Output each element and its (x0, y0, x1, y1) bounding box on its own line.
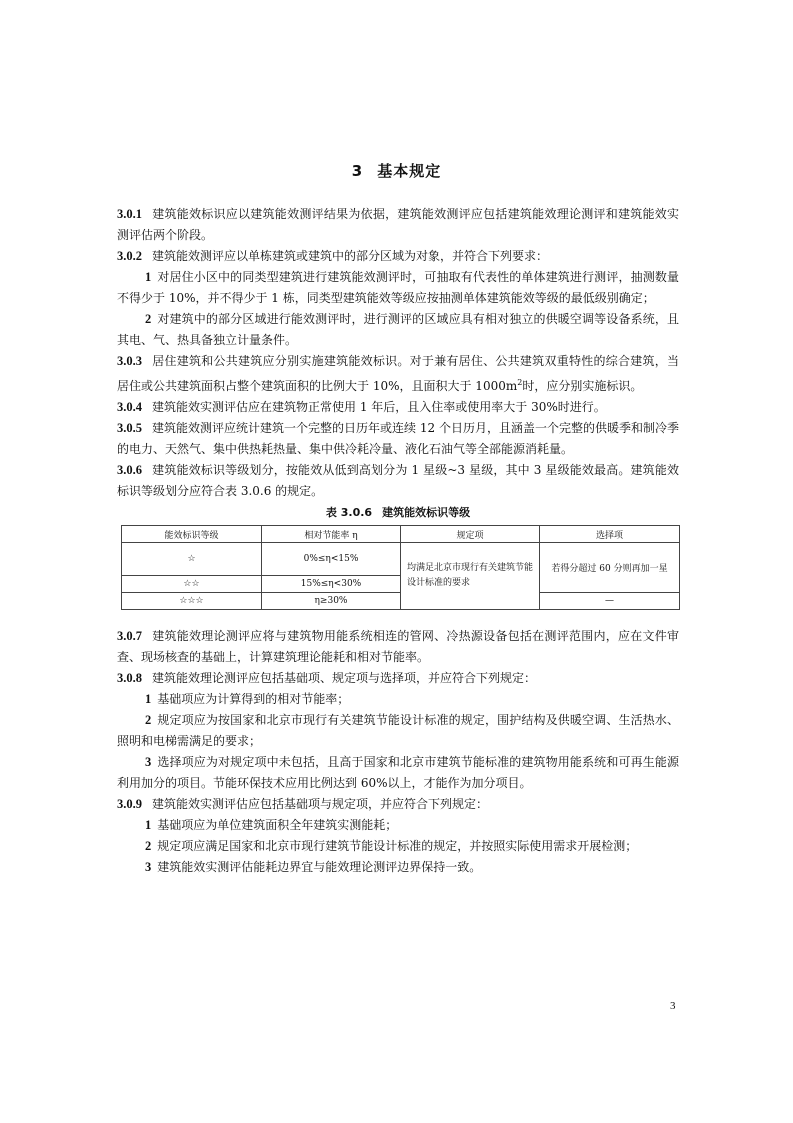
header-grade: 能效标识等级 (122, 526, 262, 543)
item-number: 2 (145, 713, 152, 727)
superscript: 2 (517, 378, 523, 387)
page-number: 3 (670, 1000, 676, 1012)
clause-text: 建筑能效标识应以建筑能效测评结果为依据，建筑能效测评应包括建筑能效理论测评和建筑能效实测评估两个阶段。 (117, 207, 679, 242)
header-optional: 选择项 (540, 526, 680, 543)
grade-cell: ☆☆ (122, 576, 262, 593)
item-number: 3 (145, 860, 152, 874)
table-row (122, 543, 680, 576)
clause-number: 3.0.6 (117, 463, 142, 477)
rate-cell: 0%≤η<15% (262, 543, 401, 576)
clause-number: 3.0.3 (117, 354, 142, 368)
clause-3-0-4 (117, 397, 679, 418)
required-cell: 均满足北京市现行有关建筑节能设计标准的要求 (401, 543, 540, 610)
clause-3-0-5 (117, 418, 679, 460)
chapter-title (0, 160, 793, 181)
table-header-row (122, 526, 680, 543)
list-item (117, 710, 679, 752)
clause-3-0-9 (117, 794, 679, 815)
clause-3-0-3 (117, 351, 679, 397)
clause-number: 3.0.4 (117, 400, 142, 414)
clause-number: 3.0.8 (117, 671, 142, 685)
item-text: 对建筑中的部分区域进行能效测评时，进行测评的区域应具有相对独立的供暖空调等设备系统，且其电、气、热具备独立计量条件。 (117, 312, 679, 347)
energy-label-grade-table (121, 525, 680, 610)
header-rate: 相对节能率 η (262, 526, 401, 543)
item-text: 选择项应为对规定项中未包括，且高于国家和北京市建筑节能标准的建筑物用能系统和可再生能源利用加分的项目。节能环保技术应用比例达到 60%以上，才能作为加分项目。 (117, 755, 679, 790)
item-number: 1 (145, 692, 152, 706)
rate-cell: 15%≤η<30% (262, 576, 401, 593)
document-body (117, 204, 679, 878)
item-number: 1 (145, 270, 152, 284)
clause-number: 3.0.7 (117, 629, 142, 643)
list-item (117, 752, 679, 794)
list-item (117, 815, 679, 836)
clause-text: 建筑能效标识等级划分，按能效从低到高划分为 1 星级~3 星级，其中 3 星级能效最高。建筑能效标识等级划分应符合表 3.0.6 的规定。 (117, 463, 679, 498)
table-caption (117, 506, 679, 520)
rate-cell: η≥30% (262, 593, 401, 610)
item-text: 规定项应为按国家和北京市现行有关建筑节能设计标准的规定，围护结构及供暖空调、生活热水、照明和电梯需满足的要求； (117, 713, 679, 748)
clause-number: 3.0.2 (117, 249, 142, 263)
item-text: 规定项应满足国家和北京市现行建筑节能设计标准的规定，并按照实际使用需求开展检测； (157, 839, 638, 853)
clause-text-b: 时，应分别实施标识。 (522, 379, 643, 393)
item-text: 对居住小区中的同类型建筑进行建筑能效测评时，可抽取有代表性的单体建筑进行测评，抽测数量不得少于 10%，并不得少于 1 栋，同类型建筑能效等级应按抽测单体建筑能效等级的最低级别确定； (117, 270, 679, 305)
chapter-title-text: 基本规定 (377, 162, 442, 180)
optional-cell-last: — (540, 593, 680, 610)
clause-3-0-7 (117, 626, 679, 668)
chapter-number: 3 (351, 162, 364, 180)
spacer (117, 610, 679, 626)
optional-cell: 若得分超过 60 分则再加一星 (540, 543, 680, 593)
clause-text: 建筑能效理论测评应将与建筑物用能系统相连的管网、冷热源设备包括在测评范围内，应在文件审查、现场核查的基础上，计算建筑理论能耗和相对节能率。 (117, 629, 679, 664)
item-number: 2 (145, 839, 152, 853)
clause-text-a: 居住建筑和公共建筑应分别实施建筑能效标识。对于兼有居住、公共建筑双重特性的综合建筑，当居住或公共建筑面积占整个建筑面积的比例大于 10%，且面积大于 1000m (117, 354, 679, 393)
item-number: 1 (145, 818, 152, 832)
clause-text: 建筑能效测评应以单栋建筑或建筑中的部分区域为对象，并符合下列要求： (152, 249, 549, 263)
clause-number: 3.0.1 (117, 207, 142, 221)
list-item (117, 689, 679, 710)
clause-number: 3.0.9 (117, 797, 142, 811)
clause-3-0-8 (117, 668, 679, 689)
clause-number: 3.0.5 (117, 421, 142, 435)
clause-text: 建筑能效实测评估应包括基础项与规定项，并应符合下列规定： (152, 797, 489, 811)
clause-3-0-1 (117, 204, 679, 246)
item-text: 建筑能效实测评估能耗边界宜与能效理论测评边界保持一致。 (157, 860, 482, 874)
grade-cell: ☆☆☆ (122, 593, 262, 610)
grade-cell: ☆ (122, 543, 262, 576)
list-item (117, 857, 679, 878)
item-text: 基础项应为单位建筑面积全年建筑实测能耗； (157, 818, 398, 832)
item-number: 2 (145, 312, 152, 326)
header-required: 规定项 (401, 526, 540, 543)
table-caption-number: 表 3.0.6 (325, 506, 373, 519)
list-item (117, 267, 679, 309)
clause-3-0-2 (117, 246, 679, 267)
clause-text: 建筑能效实测评估应在建筑物正常使用 1 年后，且入住率或使用率大于 30%时进行。 (152, 400, 606, 414)
list-item (117, 836, 679, 857)
item-text: 基础项应为计算得到的相对节能率； (157, 692, 350, 706)
table-caption-text: 建筑能效标识等级 (382, 506, 471, 519)
clause-3-0-6 (117, 460, 679, 502)
list-item (117, 309, 679, 351)
clause-text: 建筑能效测评应统计建筑一个完整的日历年或连续 12 个日历月，且涵盖一个完整的供暖季和制冷季的电力、天然气、集中供热耗热量、集中供冷耗冷量、液化石油气等全部能源消耗量。 (117, 421, 679, 456)
item-number: 3 (145, 755, 152, 769)
clause-text: 建筑能效理论测评应包括基础项、规定项与选择项，并应符合下列规定： (152, 671, 537, 685)
